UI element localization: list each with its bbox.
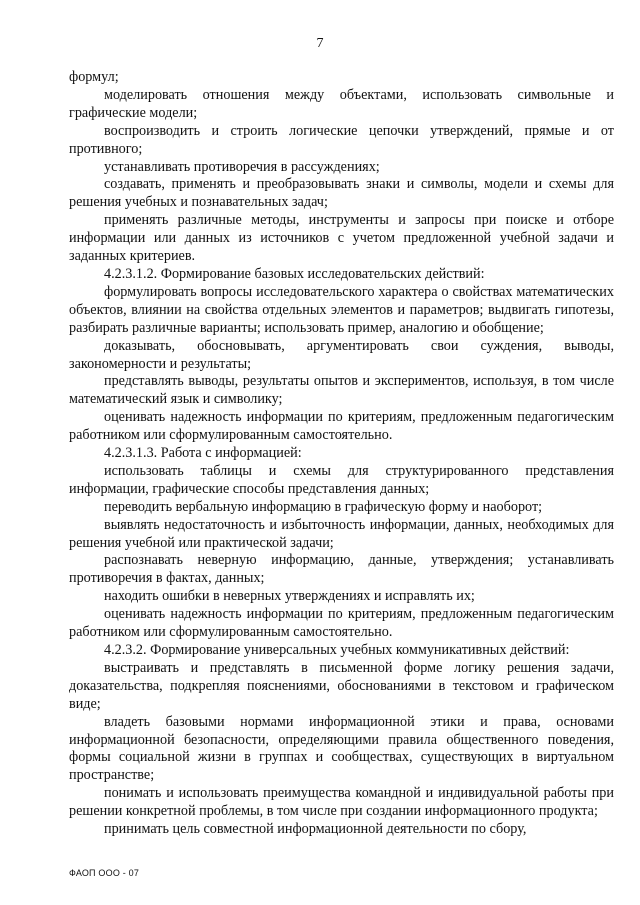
paragraph: оценивать надежность информации по критериям, предложенным педагогическим работником или сформулированным самостоятельно. <box>69 409 614 444</box>
paragraph: выявлять недостаточность и избыточность информации, данных, необходимых для решения учебной или практической задачи; <box>69 516 614 551</box>
paragraph: доказывать, обосновывать, аргументировать свои суждения, выводы, закономерности и результаты; <box>69 337 614 372</box>
section-heading: 4.2.3.1.3. Работа с информацией: <box>104 445 302 462</box>
footer-document-code: ФАОП ООО - 07 <box>69 868 140 878</box>
paragraph: принимать цель совместной информационной деятельности по сбору, <box>104 821 527 838</box>
paragraph: распознавать неверную информацию, данные, утверждения; устанавливать противоречия в фактах, данных; <box>69 552 614 587</box>
paragraph: оценивать надежность информации по критериям, предложенным педагогическим работником или сформулированным самостоятельно. <box>69 606 614 641</box>
paragraph: применять различные методы, инструменты и запросы при поиске и отборе информации или данных из источников с учетом предложенной учебной задачи и заданных критериев. <box>69 212 614 265</box>
paragraph: моделировать отношения между объектами, использовать символьные и графические модели; <box>69 86 614 121</box>
paragraph: переводить вербальную информацию в графическую форму и наоборот; <box>104 498 543 515</box>
paragraph: воспроизводить и строить логические цепочки утверждений, прямые и от противного; <box>69 122 614 157</box>
page-number: 7 <box>316 36 324 51</box>
paragraph: устанавливать противоречия в рассуждениях; <box>104 158 380 175</box>
document-body <box>69 69 614 839</box>
paragraph: находить ошибки в неверных утверждениях и исправлять их; <box>104 588 475 605</box>
paragraph: использовать таблицы и схемы для структурированного представления информации, графические способы представления данных; <box>69 462 614 497</box>
paragraph: выстраивать и представлять в письменной форме логику решения задачи, доказательства, подкрепляя пояснениями, обоснованиями в текстовом и графическом виде; <box>69 659 614 712</box>
paragraph: формулировать вопросы исследовательского характера о свойствах математических объектов, влиянии на свойства отдельных элементов и параметров; выдвигать гипотезы, разбирать различные варианты; использовать пример, аналогию и обобщение; <box>69 283 614 336</box>
paragraph: создавать, применять и преобразовывать знаки и символы, модели и схемы для решения учебных и познавательных задач; <box>69 176 614 211</box>
paragraph: понимать и использовать преимущества командной и индивидуальной работы при решении конкретной проблемы, в том числе при создании информационного продукта; <box>69 785 614 820</box>
section-heading: 4.2.3.1.2. Формирование базовых исследовательских действий: <box>104 265 485 282</box>
paragraph: владеть базовыми нормами информационной этики и права, основами информационной безопасности, определяющими правила общественного поведения, формы социальной жизни в группах и сообществах, существующих в виртуальном пространстве; <box>69 713 614 784</box>
section-heading: 4.2.3.2. Формирование универсальных учебных коммуникативных действий: <box>104 642 570 658</box>
paragraph: формул; <box>69 69 119 85</box>
paragraph: представлять выводы, результаты опытов и экспериментов, используя, в том числе математический язык и символику; <box>69 373 614 408</box>
